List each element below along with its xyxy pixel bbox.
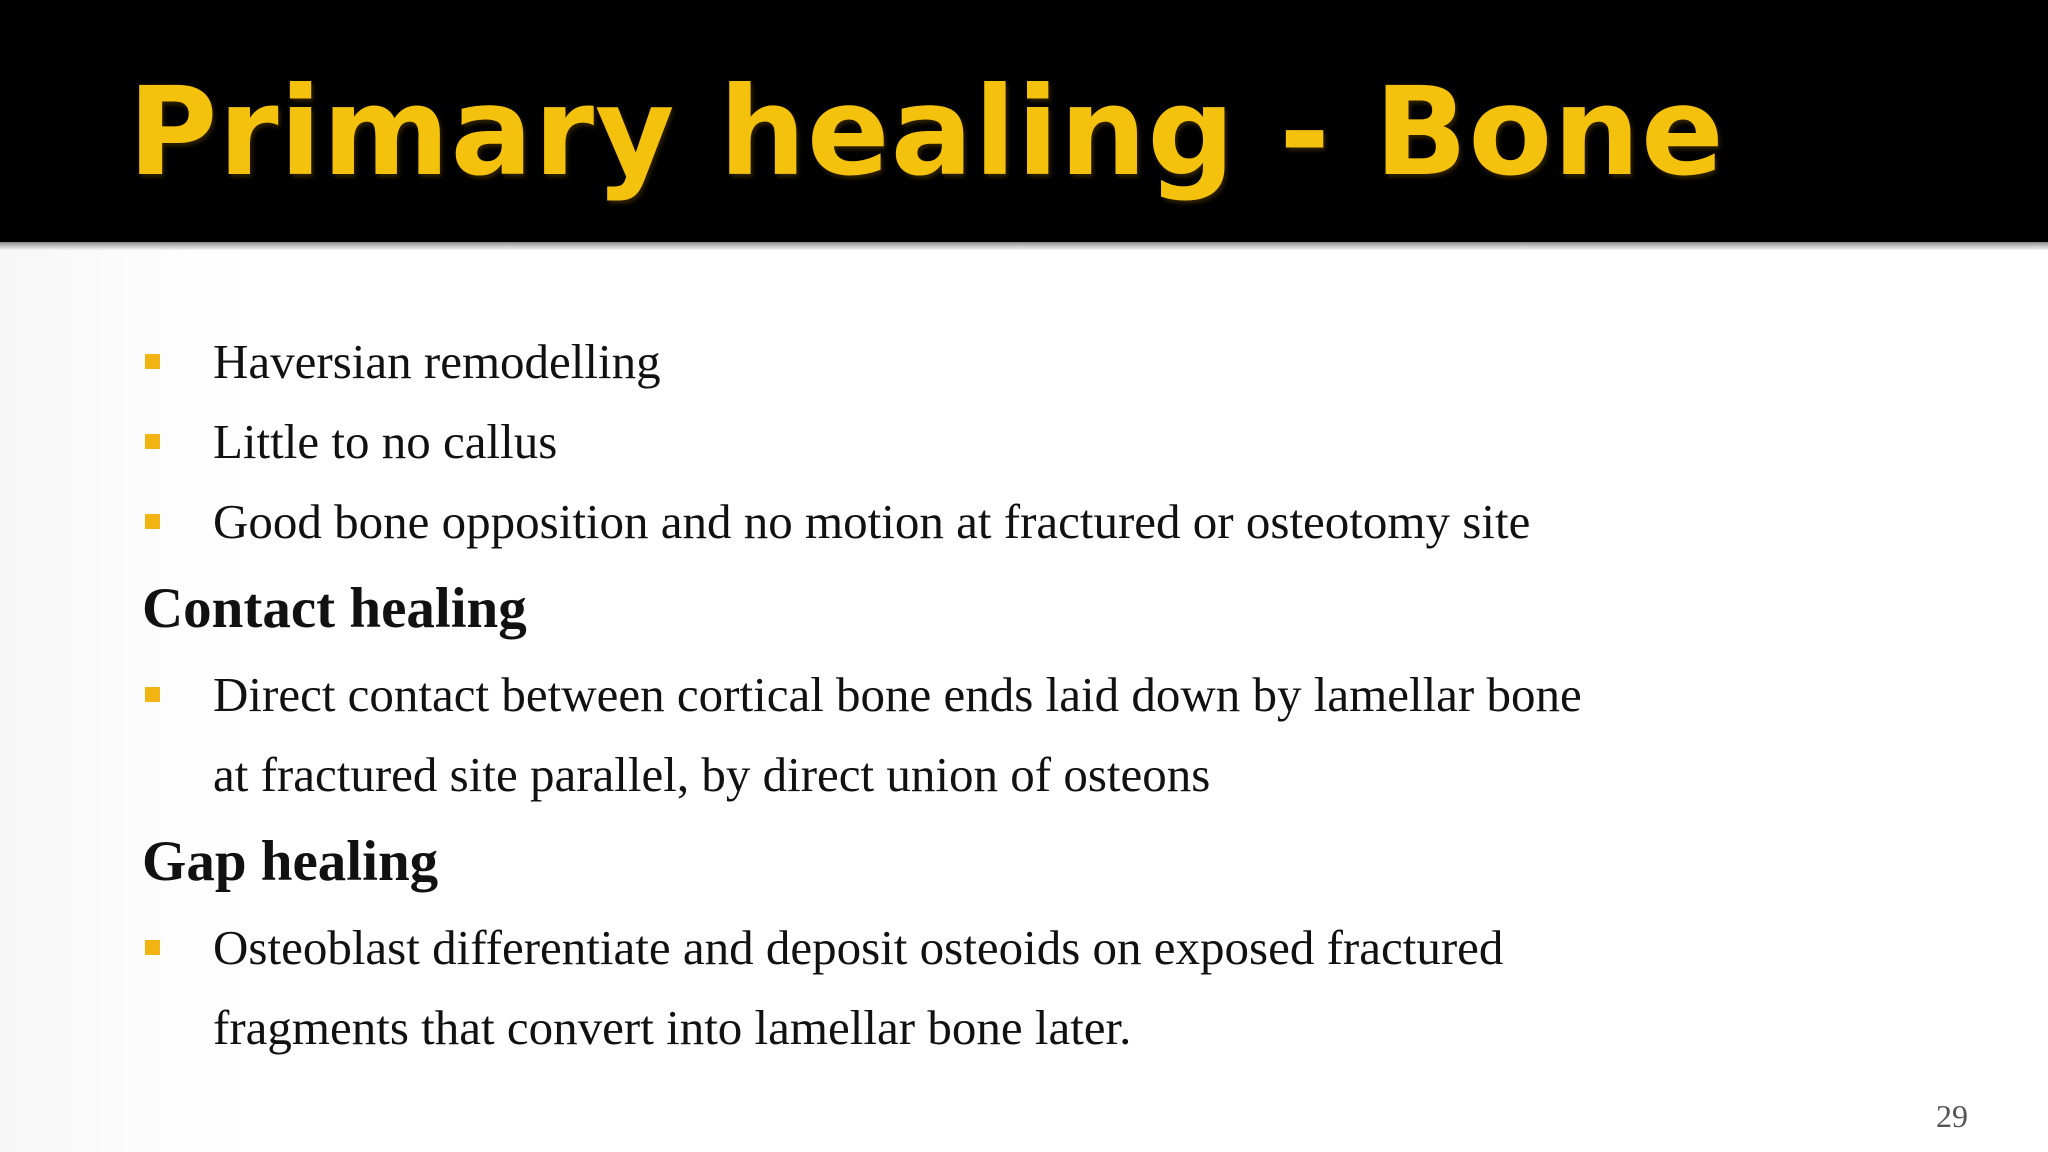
square-bullet-icon: [145, 434, 160, 449]
bullet-item-haversian: [213, 332, 661, 392]
bullet-item-opposition: [213, 492, 1530, 552]
square-bullet-icon: [145, 514, 160, 529]
title-bar: [0, 0, 2048, 242]
bullet-text: Little to no callus: [213, 414, 558, 469]
bullet-text: Direct contact between cortical bone ends laid down by lamellar bone: [213, 667, 1582, 722]
bullet-text: Good bone opposition and no motion at fractured or osteotomy site: [213, 494, 1531, 549]
title-divider: [0, 242, 2048, 250]
square-bullet-icon: [145, 687, 160, 702]
gap-healing-heading: Gap healing: [142, 830, 439, 893]
square-bullet-icon: [145, 940, 160, 955]
bullet-item-callus: [213, 412, 557, 472]
bullet-item-gap: [213, 918, 1503, 978]
bullet-continuation: at fractured site parallel, by direct union of osteons: [213, 747, 1211, 802]
bullet-text: Osteoblast differentiate and deposit osteoids on exposed fractured: [213, 920, 1504, 975]
slide-title: Primary healing - Bone: [128, 61, 1725, 203]
bullet-continuation: fragments that convert into lamellar bone later.: [213, 1000, 1132, 1055]
page-number: 29: [1936, 1098, 1968, 1134]
square-bullet-icon: [145, 354, 160, 369]
bullet-text: Haversian remodelling: [213, 334, 661, 389]
bullet-item-contact: [213, 665, 1582, 725]
contact-healing-heading: Contact healing: [142, 577, 527, 640]
